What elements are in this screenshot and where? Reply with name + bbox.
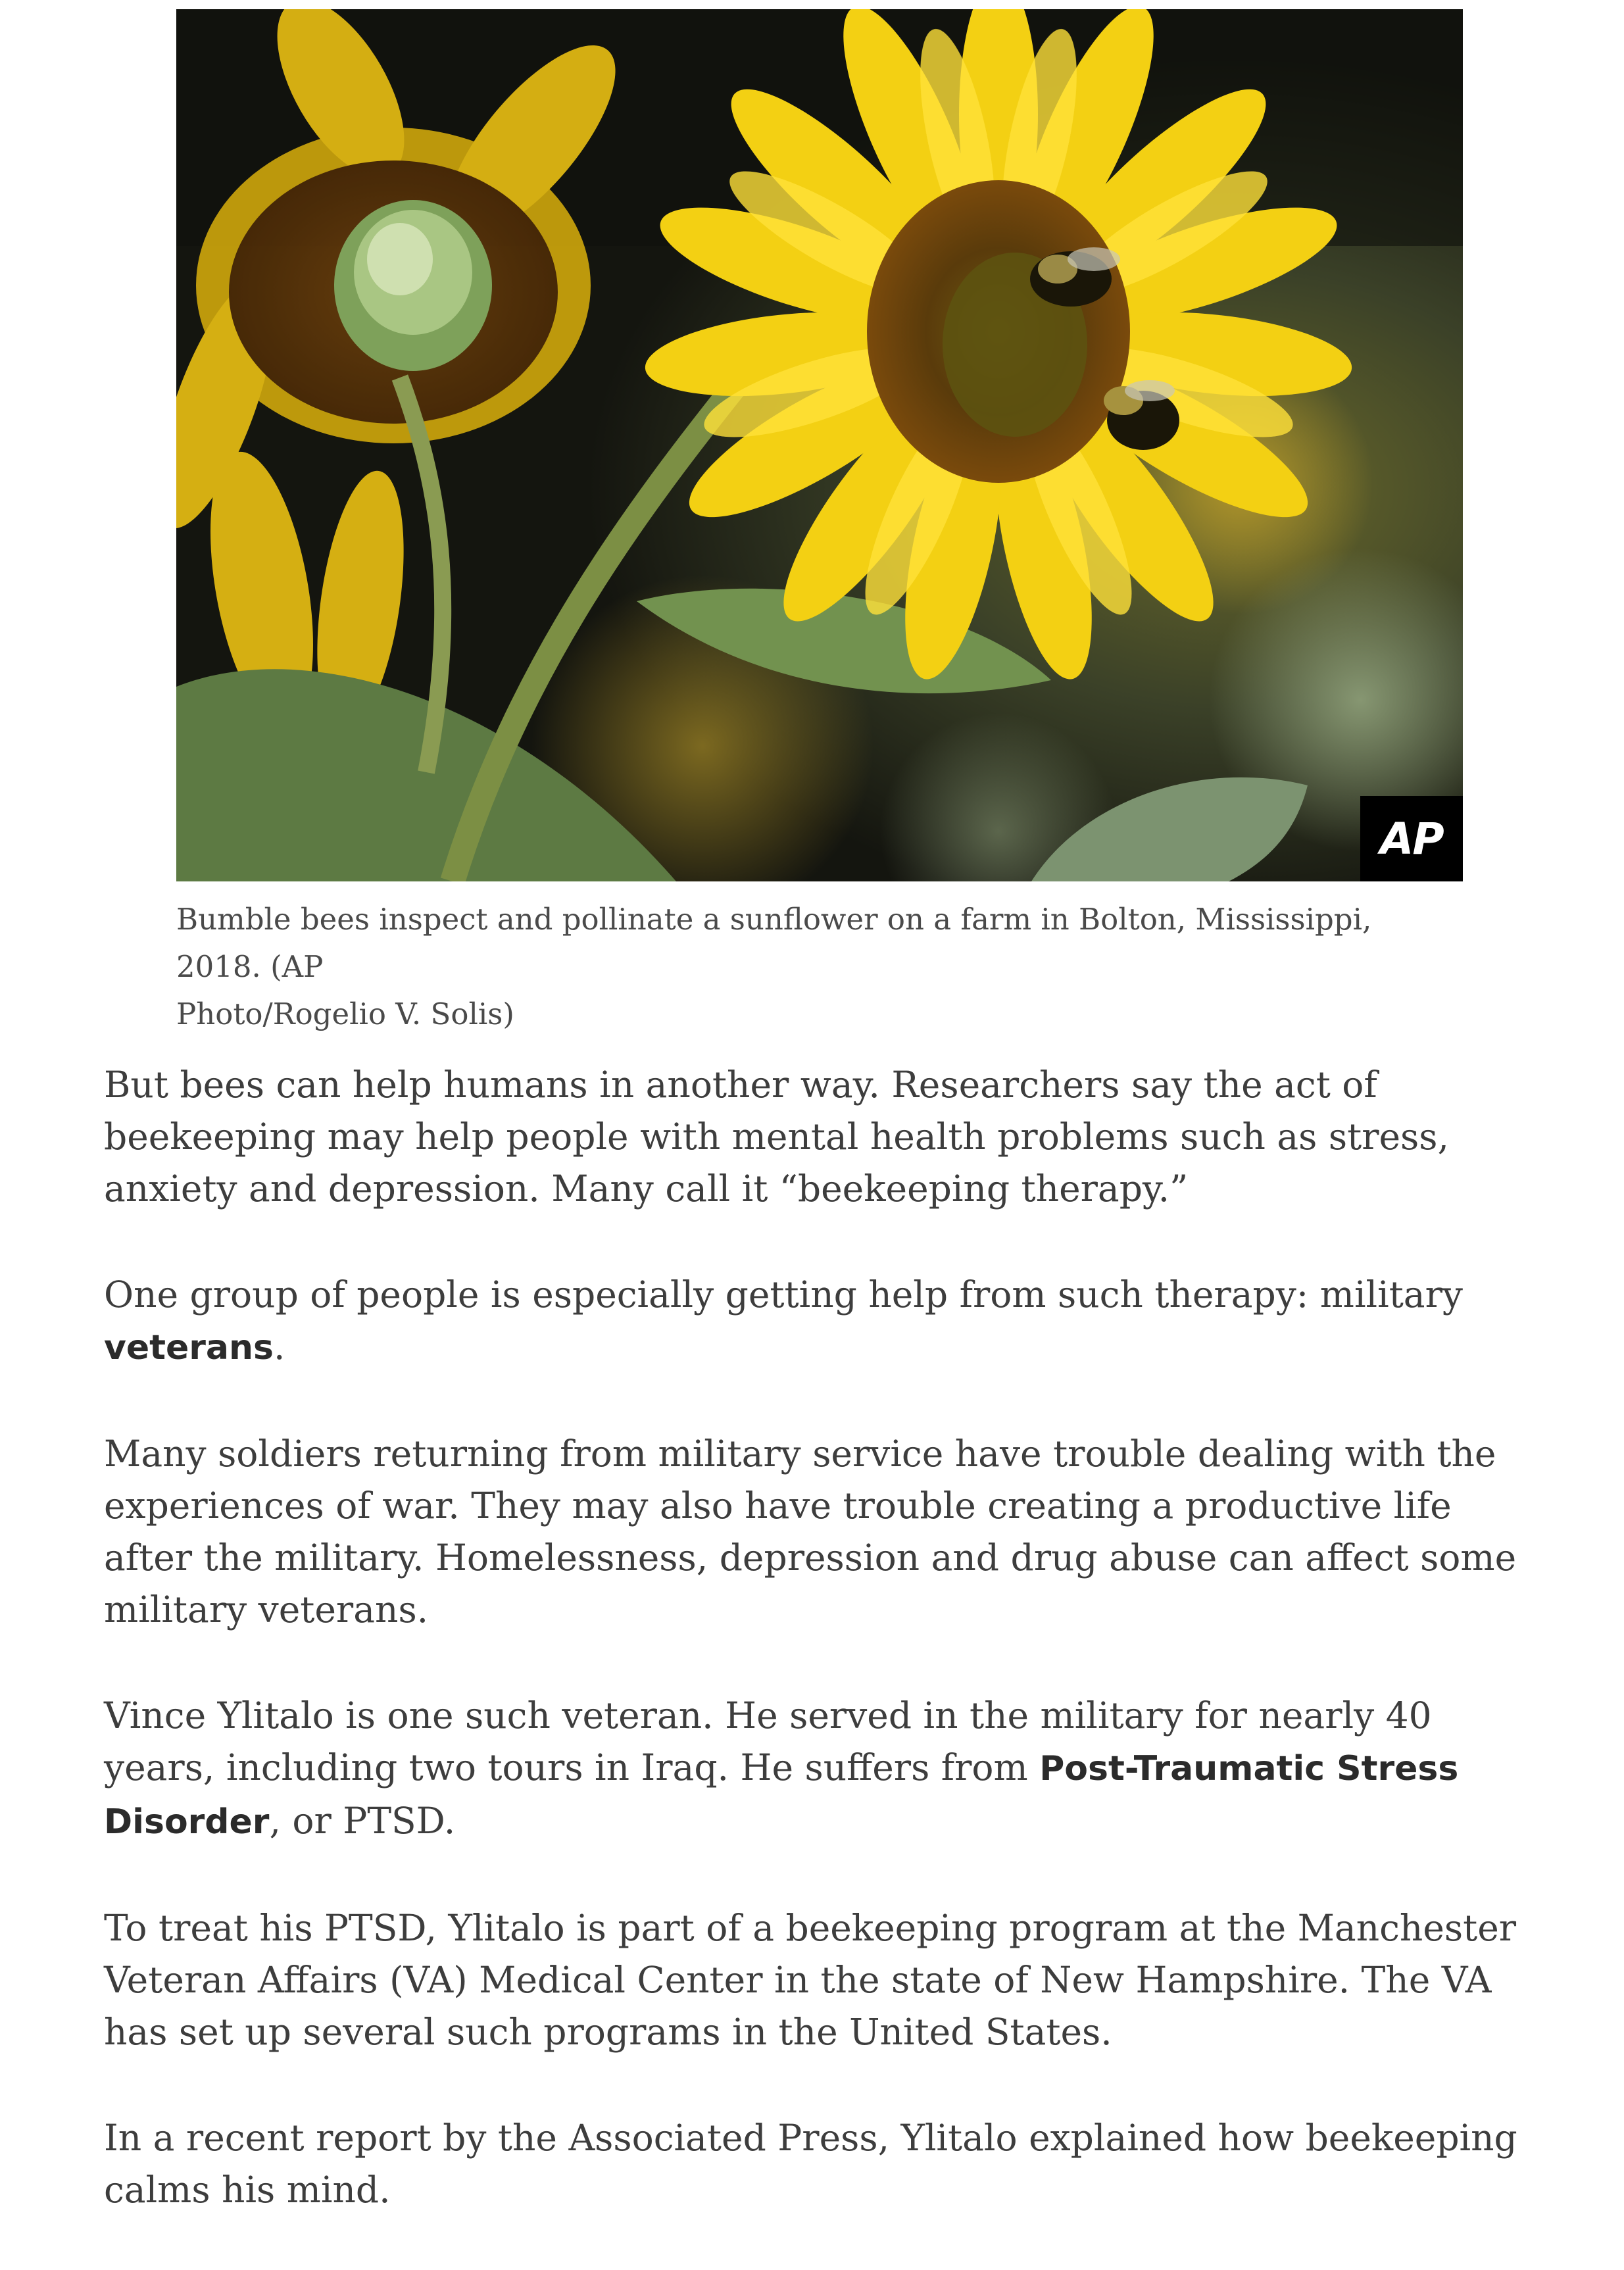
photo-caption <box>176 896 1465 1038</box>
caption-line-1: Bumble bees inspect and pollinate a sunflower on a farm in Bolton, Mississippi, 2018. (AP <box>176 902 1372 984</box>
article-body <box>104 1059 1538 2270</box>
paragraph-2 <box>104 1269 1538 1374</box>
caption-line-2: Photo/Rogelio V. Solis) <box>176 997 514 1031</box>
paragraph-4 <box>104 1690 1538 1848</box>
paragraph-1: But bees can help humans in another way. Researchers say the act of beekeeping may help people with mental health problems such as stress, anxiety and depression. Many call it “beekeeping therapy.” <box>104 1064 1449 1210</box>
sunflower-photo <box>176 9 1463 881</box>
paragraph-5: To treat his PTSD, Ylitalo is part of a beekeeping program at the Manchester Veteran Affairs (VA) Medical Center in the state of New Hampshire. The VA has set up several such programs in the United States. <box>104 1907 1517 2053</box>
paragraph-2-text: One group of people is especially getting help from such therapy: military <box>104 1273 1463 1316</box>
paragraph-4-end: , or PTSD. <box>269 1800 456 1842</box>
paragraph-3: Many soldiers returning from military service have trouble dealing with the experiences of war. They may also have trouble creating a productive life after the military. Homelessness, depression and drug abuse can affect some military veterans. <box>104 1433 1517 1631</box>
veterans-link[interactable]: veterans <box>104 1328 274 1368</box>
paragraph-6: In a recent report by the Associated Press, Ylitalo explained how beekeeping calms his mind. <box>104 2117 1517 2211</box>
paragraph-4-text: Vince Ylitalo is one such veteran. He served in the military for nearly 40 years, including two tours in Iraq. He suffers from <box>104 1694 1432 1789</box>
ap-logo: AP <box>1360 796 1463 881</box>
paragraph-2-end: . <box>274 1325 285 1368</box>
sunflower-image <box>176 9 1463 881</box>
ptsd-link[interactable]: Post-Traumatic Stress Disorder <box>104 1749 1459 1842</box>
